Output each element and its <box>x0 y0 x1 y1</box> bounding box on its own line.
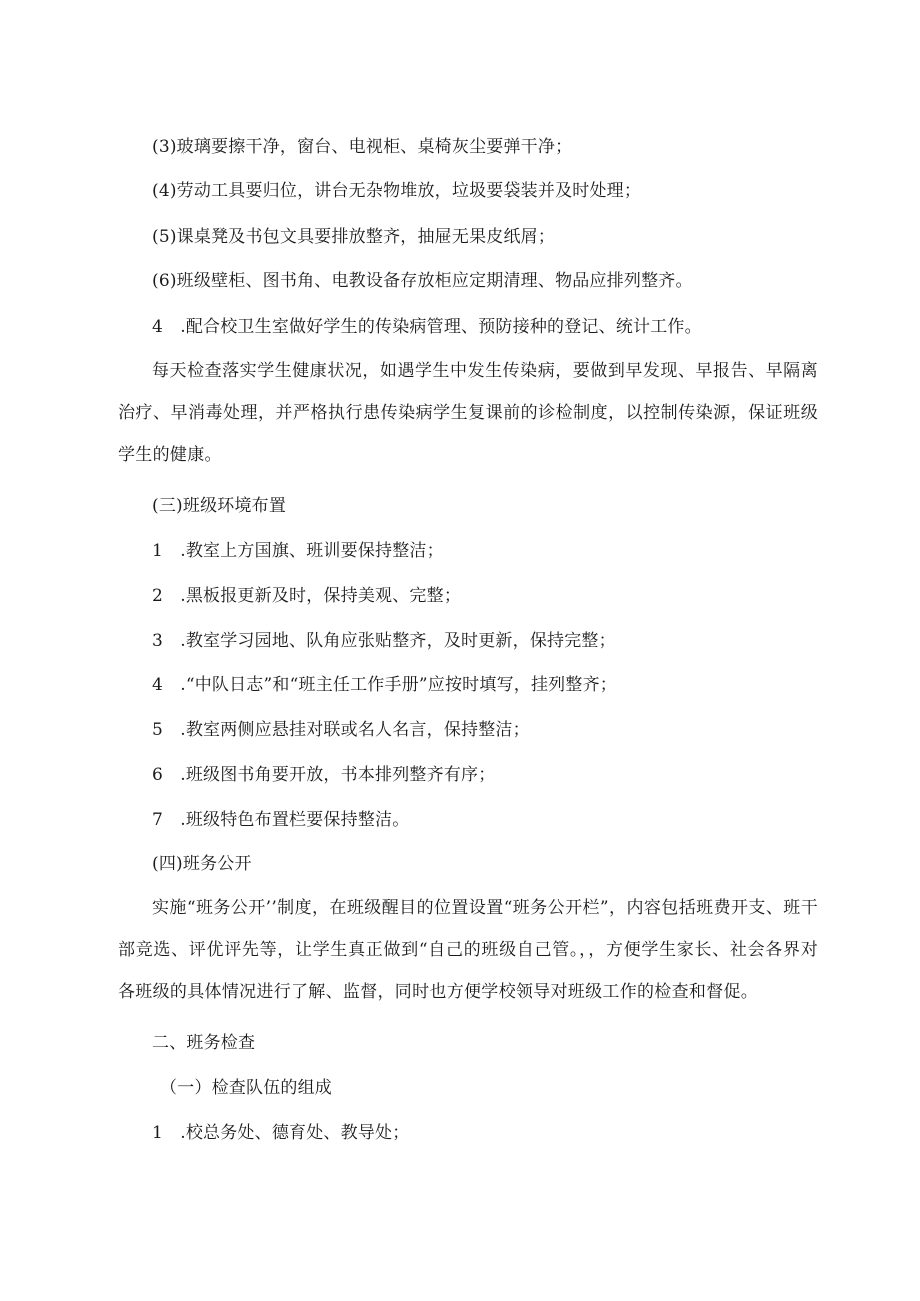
list-item: 5 .教室两侧应悬挂对联或名人名言，保持整洁； <box>152 720 530 740</box>
list-item: 2 .黑板报更新及时，保持美观、完整； <box>152 586 462 606</box>
list-item: 6 .班级图书角要开放，书本排列整齐有序； <box>152 765 496 785</box>
list-item: 1 .校总务处、德育处、教导处； <box>152 1123 410 1143</box>
list-item: (6)班级壁柜、图书角、电教设备存放柜应定期清理、物品应排列整齐。 <box>152 271 693 291</box>
list-item: 1 .教室上方国旗、班训要保持整洁； <box>152 541 444 561</box>
list-item: (5)课桌凳及书包文具要排放整齐，抽屉无果皮纸屑； <box>152 227 556 247</box>
list-item: 4 .“中队日志”和“班主任工作手册”应按时填写，挂列整齐； <box>152 675 617 695</box>
section-heading-public: (四)班务公开 <box>152 854 252 874</box>
heading-class-inspection: 二、班务检查 <box>152 1033 256 1053</box>
paragraph-health-check: 每天检查落实学生健康状况，如遇学生中发生传染病，要做到早发现、早报告、早隔离治疗、早消毒处理，并严格执行患传染病学生复课前的诊检制度，以控制传染源，保证班级学生的健康。 <box>118 361 818 465</box>
subheading-inspection-team: （一）检查队伍的组成 <box>160 1078 332 1098</box>
section-heading-environment: (三)班级环境布置 <box>152 496 287 516</box>
list-item: (3)玻璃要擦干净，窗台、电视柜、桌椅灰尘要弹干净； <box>152 137 573 157</box>
list-item: 4 .配合校卫生室做好学生的传染病管理、预防接种的登记、统计工作。 <box>152 317 702 337</box>
list-item: 3 .教室学习园地、队角应张贴整齐，及时更新，保持完整； <box>152 631 616 651</box>
paragraph-class-affairs-public: 实施“班务公开’’制度，在班级醒目的位置设置“班务公开栏”，内容包括班费开支、班干部竞选、评优评先等，让学生真正做到“自己的班级自己管。，，方便学生家长、社会各界对各班级的具体情况进行了解、监督，同时也方便学校领导对班级工作的检查和督促。 <box>118 898 818 1002</box>
list-item: (4)劳动工具要归位，讲台无杂物堆放，垃圾要袋装并及时处理； <box>152 181 642 201</box>
list-item: 7 .班级特色布置栏要保持整洁。 <box>152 810 410 830</box>
